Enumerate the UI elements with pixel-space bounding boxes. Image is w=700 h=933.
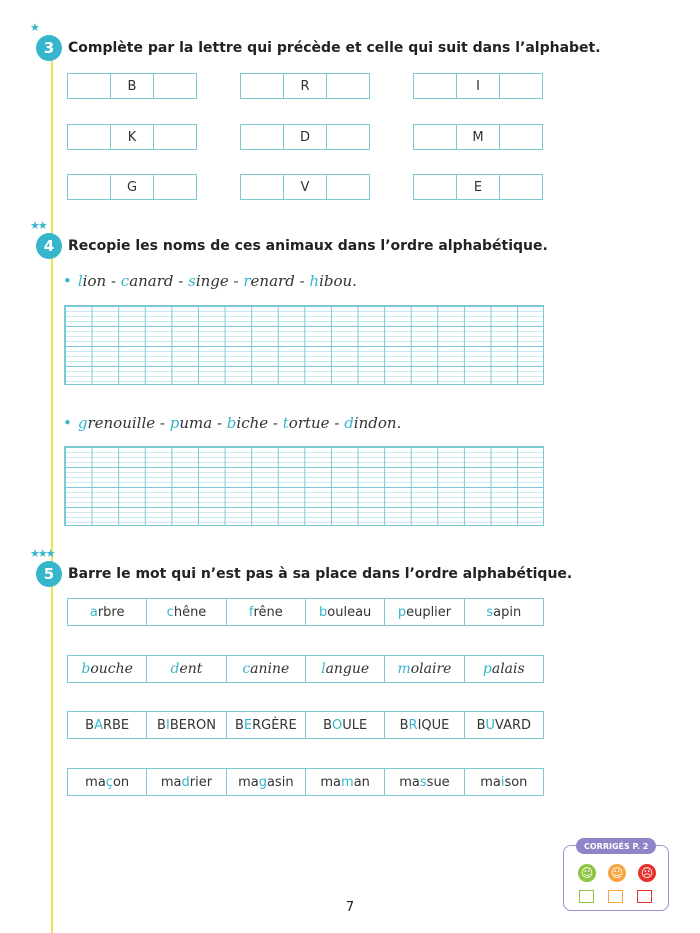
margin-line	[51, 40, 53, 933]
blank-cell[interactable]	[68, 175, 111, 199]
letter-grid	[413, 124, 543, 150]
letter-cell: G	[111, 175, 154, 199]
blank-cell[interactable]	[154, 125, 196, 149]
blank-cell[interactable]	[154, 74, 196, 98]
exercise-4-title: Recopie les noms de ces animaux dans l’ordre alphabétique.	[68, 238, 548, 254]
star-icon: ★★★	[30, 547, 54, 560]
exercise-5-title: Barre le mot qui n’est pas à sa place dans l’ordre alphabétique.	[68, 566, 573, 582]
animal-list-2: • grenouille - puma - biche - tortue - dindon.	[63, 414, 402, 432]
checkbox-orange[interactable]	[608, 890, 623, 903]
word-cell[interactable]: m olaire	[385, 656, 464, 682]
blank-cell[interactable]	[500, 175, 542, 199]
letter-grid	[67, 124, 197, 150]
exercise-5-number: 5	[43, 565, 55, 583]
letter-grid	[240, 124, 370, 150]
word-row-1	[67, 598, 544, 626]
word-cell[interactable]: l angue	[306, 656, 385, 682]
blank-cell[interactable]	[414, 125, 457, 149]
page-number: 7	[345, 900, 355, 915]
animal-list-1: • lion - canard - singe - renard - hibou.	[63, 272, 357, 290]
word-cell[interactable]: ma i son	[480, 774, 528, 790]
word-cell[interactable]: s apin	[486, 604, 522, 620]
corriges-label: CORRIGÉS P. 2	[576, 838, 656, 854]
blank-cell[interactable]	[241, 175, 284, 199]
word-cell[interactable]: ma ç on	[68, 769, 147, 795]
exercise-3-number: 3	[43, 39, 55, 57]
letter-cell: K	[111, 125, 154, 149]
word-cell[interactable]: B R IQUE	[385, 712, 464, 738]
word-cell[interactable]: ma d rier	[147, 769, 226, 795]
letter-grid	[67, 174, 197, 200]
blank-cell[interactable]	[500, 74, 542, 98]
letter-cell: E	[457, 175, 500, 199]
word-cell[interactable]: p euplier	[385, 599, 464, 625]
bullet: •	[63, 272, 72, 290]
blank-cell[interactable]	[327, 175, 369, 199]
star-icon: ★★	[30, 219, 46, 232]
exercise-3-header	[30, 21, 601, 62]
letter-cell: I	[457, 74, 500, 98]
bullet: •	[63, 414, 72, 432]
word-cell[interactable]: c hêne	[147, 599, 226, 625]
word-cell[interactable]: B E RGÈRE	[227, 712, 306, 738]
letter-grid	[240, 174, 370, 200]
blank-cell[interactable]	[500, 125, 542, 149]
word-cell[interactable]: a rbre	[68, 599, 147, 625]
letter-cell: R	[284, 74, 327, 98]
exercise-4-badge	[30, 219, 62, 259]
letter-cell: V	[284, 175, 327, 199]
word-cell[interactable]: B A RBE	[68, 712, 147, 738]
blank-cell[interactable]	[68, 74, 111, 98]
blank-cell[interactable]	[414, 175, 457, 199]
self-evaluation-box	[563, 841, 669, 911]
checkbox-red[interactable]	[637, 890, 652, 903]
word-cell[interactable]: ma m an	[306, 769, 385, 795]
checkbox-green[interactable]	[579, 890, 594, 903]
letter-cell: M	[457, 125, 500, 149]
exercise-4-header	[30, 219, 548, 260]
exercise-3-badge	[30, 21, 62, 61]
word-cell[interactable]: B U VARD	[476, 717, 532, 733]
word-cell[interactable]: ma g asin	[227, 769, 306, 795]
word-cell[interactable]: d ent	[147, 656, 226, 682]
word-cell[interactable]: f rêne	[227, 599, 306, 625]
blank-cell[interactable]	[154, 175, 196, 199]
word-cell[interactable]: B O ULE	[306, 712, 385, 738]
writing-area-1[interactable]	[64, 305, 544, 385]
word-row-3	[67, 711, 544, 739]
word-cell[interactable]: b ouche	[68, 656, 147, 682]
word-cell[interactable]: b ouleau	[306, 599, 385, 625]
exercise-3-title: Complète par la lettre qui précède et celle qui suit dans l’alphabet.	[68, 40, 601, 56]
happy-face-icon: ☺	[578, 864, 596, 882]
blank-cell[interactable]	[327, 125, 369, 149]
writing-area-2[interactable]	[64, 446, 544, 526]
star-icon: ★	[30, 21, 38, 34]
blank-cell[interactable]	[241, 125, 284, 149]
word-cell[interactable]: B I BERON	[147, 712, 226, 738]
letter-cell: D	[284, 125, 327, 149]
letter-cell: B	[111, 74, 154, 98]
blank-cell[interactable]	[414, 74, 457, 98]
neutral-face-icon: ☺	[608, 864, 626, 882]
word-row-2	[67, 655, 544, 683]
word-cell[interactable]: ma s sue	[385, 769, 464, 795]
blank-cell[interactable]	[68, 125, 111, 149]
letter-grid	[67, 73, 197, 99]
word-cell[interactable]: c anine	[227, 656, 306, 682]
exercise-5-header	[30, 547, 573, 588]
sad-face-icon: ☹	[638, 864, 656, 882]
word-cell[interactable]: p alais	[482, 661, 525, 677]
letter-grid	[240, 73, 370, 99]
letter-grid	[413, 174, 543, 200]
exercise-4-number: 4	[43, 237, 55, 255]
letter-grid	[413, 73, 543, 99]
exercise-5-badge	[30, 547, 62, 587]
word-row-4	[67, 768, 544, 796]
blank-cell[interactable]	[327, 74, 369, 98]
blank-cell[interactable]	[241, 74, 284, 98]
